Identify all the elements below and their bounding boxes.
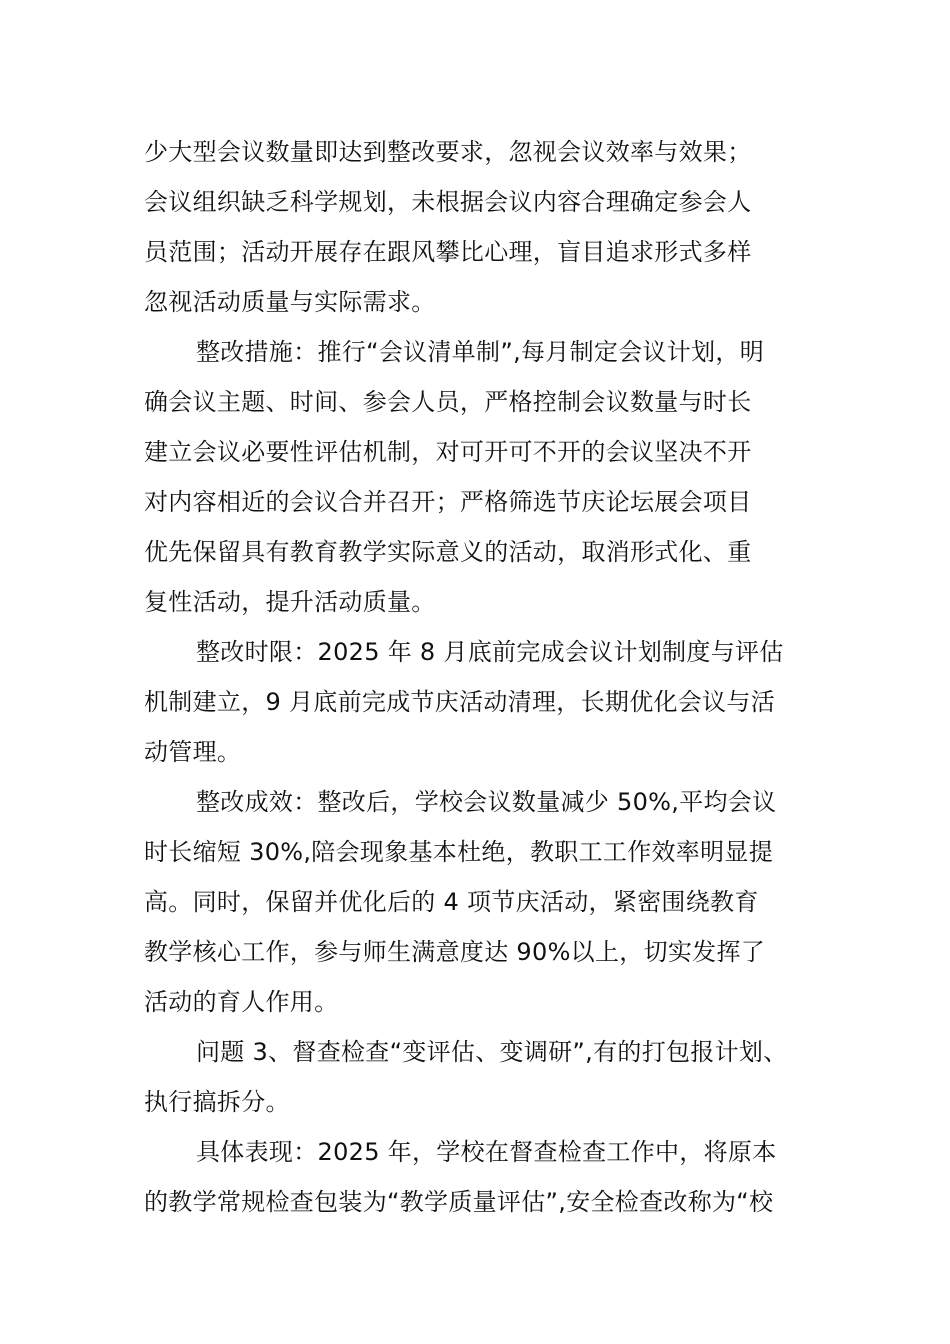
paragraph-first-line: 整改措施：推行“会议清单制”,每月制定会议计划，明 [196,338,764,366]
text-line: 对内容相近的会议合并召开；严格筛选节庆论坛展会项目 [144,488,752,516]
text-line: 活动的育人作用。 [144,988,339,1016]
paragraph-first-line: 具体表现：2025 年，学校在督查检查工作中，将原本 [196,1138,777,1166]
text-line: 时长缩短 30%,陪会现象基本杜绝，教职工工作效率明显提 [144,838,773,866]
text-line: 优先保留具有教育教学实际意义的活动，取消形式化、重 [144,538,752,566]
text-line: 高。同时，保留并优化后的 4 项节庆活动，紧密围绕教育 [144,888,759,916]
text-line: 建立会议必要性评估机制，对可开可不开的会议坚决不开 [144,438,752,466]
text-line: 的教学常规检查包装为“教学质量评估”,安全检查改称为“校 [144,1188,774,1216]
text-line: 员范围；活动开展存在跟风攀比心理，盲目追求形式多样 [144,238,752,266]
text-line: 忽视活动质量与实际需求。 [144,288,436,316]
paragraph-first-line: 整改时限：2025 年 8 月底前完成会议计划制度与评估 [196,638,784,666]
text-line: 执行搞拆分。 [144,1088,290,1116]
text-line: 动管理。 [144,738,242,766]
text-line: 复性活动，提升活动质量。 [144,588,436,616]
text-line: 少大型会议数量即达到整改要求，忽视会议效率与效果； [144,138,752,166]
text-line: 会议组织缺乏科学规划，未根据会议内容合理确定参会人 [144,188,752,216]
paragraph-first-line: 问题 3、督查检查“变评估、变调研”,有的打包报计划、 [196,1038,788,1066]
paragraph-first-line: 整改成效：整改后，学校会议数量减少 50%,平均会议 [196,788,777,816]
document-body [144,127,808,1227]
text-line: 确会议主题、时间、参会人员，严格控制会议数量与时长 [144,388,752,416]
text-line: 教学核心工作，参与师生满意度达 90%以上，切实发挥了 [144,938,766,966]
text-line: 机制建立，9 月底前完成节庆活动清理，长期优化会议与活 [144,688,775,716]
